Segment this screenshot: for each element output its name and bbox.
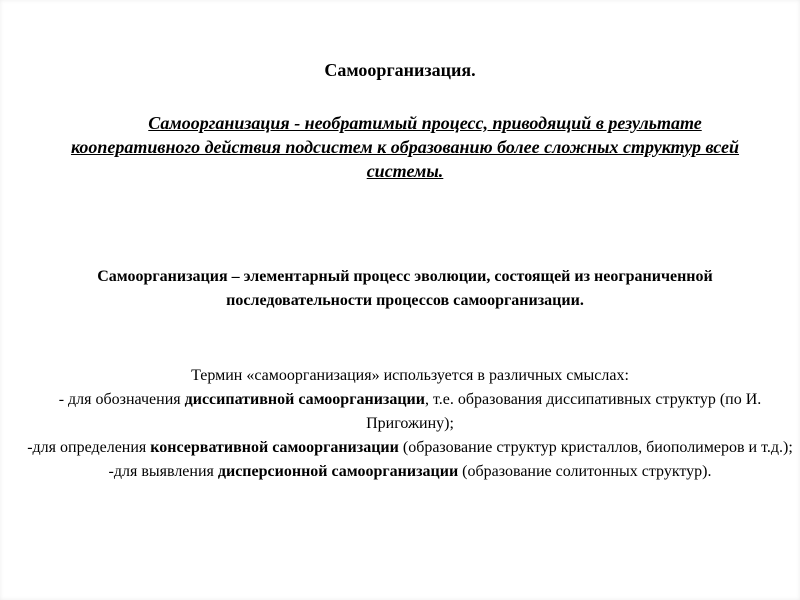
evolution-paragraph: Самоорганизация – элементарный процесс эволюции, состоящей из неограниченной последовательности процессов самоорганизации. xyxy=(97,268,713,309)
terms-item-conservative xyxy=(20,436,800,460)
terms-item-text: - для обозначения xyxy=(58,391,185,408)
terms-item-text: -для определения xyxy=(27,439,151,456)
definition-paragraph xyxy=(50,111,760,183)
terms-item-dissipative xyxy=(20,388,800,436)
terms-item-text: , т.е. образования диссипативных структур (по И. Пригожину); xyxy=(366,391,762,432)
slide-title: Самоорганизация. xyxy=(324,60,476,80)
terms-intro: Термин «самоорганизация» используется в различных смыслах: xyxy=(191,367,629,384)
terms-item-dispersive xyxy=(20,460,800,484)
terms-item-term: диссипативной самоорганизации xyxy=(184,391,425,408)
terms-paragraph xyxy=(20,364,800,484)
definition-text: Самоорганизация - необратимый процесс, приводящий в результате кооперативного действия подсистем к образованию более сложных структур всей системы. xyxy=(70,113,740,181)
terms-item-text: (образование солитонных структур). xyxy=(458,463,712,480)
terms-item-term: консервативной самоорганизации xyxy=(150,439,399,456)
terms-item-text: (образование структур кристаллов, биополимеров и т.д.); xyxy=(398,439,793,456)
terms-item-text: -для выявления xyxy=(108,463,218,480)
terms-item-term: дисперсионной самоорганизации xyxy=(217,463,459,480)
